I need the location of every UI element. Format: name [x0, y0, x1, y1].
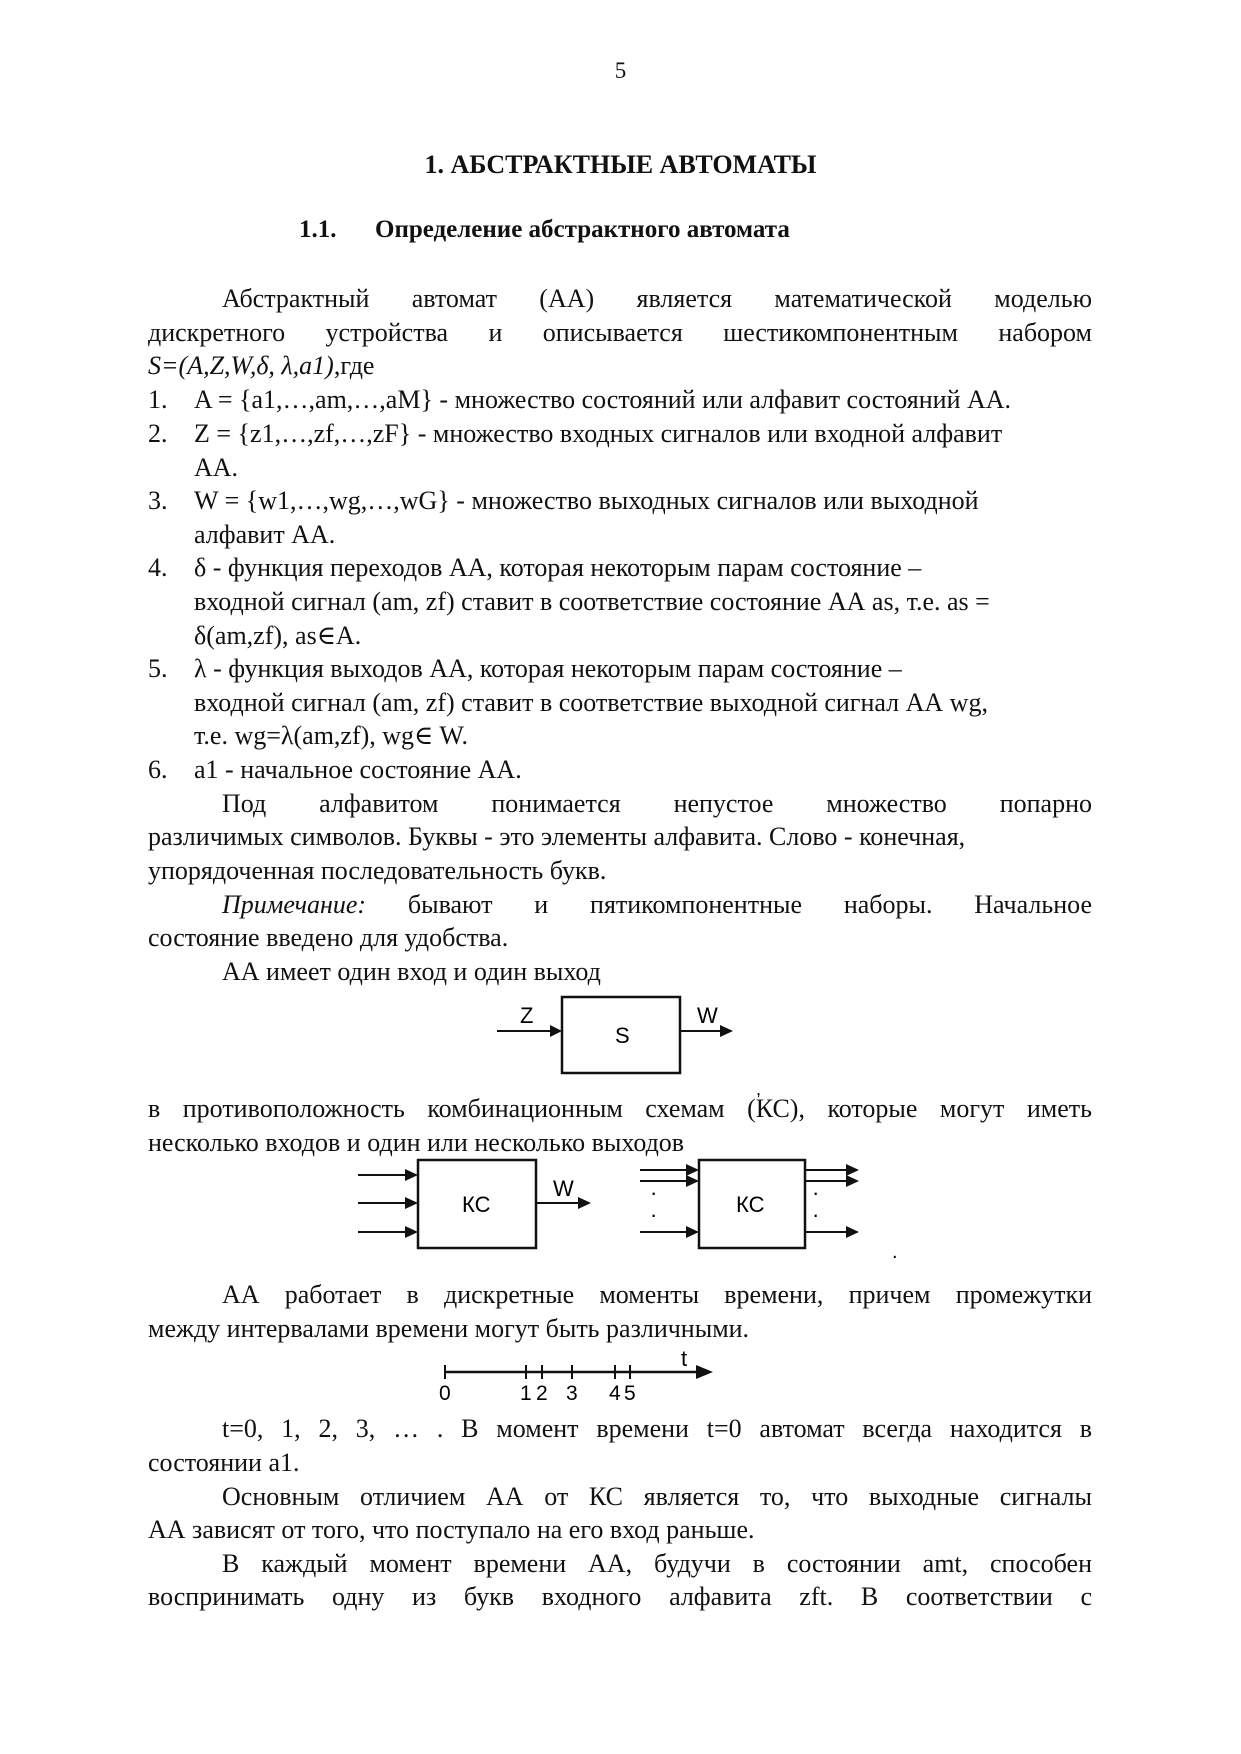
ks-input-dots-1: · [650, 1180, 658, 1205]
note-label: Примечание: [222, 890, 367, 919]
note-line-1: Примечание: бывают и пятикомпонентные наборы. Начальное [222, 890, 1092, 919]
ks-diagram-single-output [358, 1160, 591, 1248]
page-number: 5 [614, 58, 627, 83]
note-line-2: состояние введено для удобства. [148, 923, 509, 952]
ks-input-dots-2: · [650, 1202, 658, 1227]
timeline-tick-label: 2 [536, 1382, 548, 1405]
intro-line-1: Абстрактный автомат (АА) является математической моделью [222, 284, 1092, 313]
ks-trailing-period: . [892, 1241, 898, 1263]
list-item-5-cont: входной сигнал (am, zf) ставит в соответствие выходной сигнал АА wg, [194, 688, 988, 717]
timeline-tick-label: 1 [520, 1382, 532, 1405]
ks-box-2-label: КС [736, 1192, 765, 1217]
list-item-2-cont: АА. [194, 453, 239, 482]
t-line-1: t=0, 1, 2, 3, … . В момент времени t=0 автомат всегда находится в [222, 1414, 1092, 1443]
time-line-1: АА работает в дискретные моменты времени, причем промежутки [222, 1280, 1092, 1309]
last-line-2: воспринимать одну из букв входного алфавита zft. В соответствии с [148, 1582, 1092, 1611]
list-item-1: 1. A = {a1,…,am,…,aM} - множество состояний или алфавит состояний АА. [148, 385, 1012, 414]
intro-line-3-rest: ,где [333, 351, 375, 380]
list-item-5-cont2: т.е. wg=λ(am,zf), wg∈ W. [194, 721, 468, 750]
list-item-4-cont: входной сигнал (am, zf) ставит в соответствие состояние АА as, т.е. as = [194, 587, 990, 616]
timeline-tick-label: 4 [609, 1382, 621, 1405]
ks-block-diagrams [350, 1158, 930, 1268]
intro-line-2: дискретного устройства и описывается шестикомпонентным набором [148, 318, 1092, 347]
last-line-1: В каждый момент времени АА, будучи в состоянии amt, способен [222, 1549, 1092, 1578]
section-title: Определение абстрактного автомата [375, 216, 790, 243]
ks-output-dots-1: · [812, 1180, 820, 1205]
alphabet-line-2: различимых символов. Буквы - это элементы алфавита. Слово - конечная, [148, 822, 966, 851]
list-item-3-cont: алфавит АА. [194, 520, 336, 549]
one-io-line: АА имеет один вход и один выход [222, 957, 601, 986]
aa-output-label: W [697, 1003, 718, 1028]
timeline-tick-label: 5 [624, 1382, 636, 1405]
timeline-axis-label: t [681, 1350, 688, 1371]
time-line-2: между интервалами времени могут быть различными. [148, 1314, 750, 1343]
ks-box-1-label: КС [462, 1192, 491, 1217]
tuple-formula: S=(A,Z,W,δ, λ,a1) [148, 351, 334, 380]
aa-block-diagram [490, 995, 770, 1105]
ks-line-1: в противоположность комбинационным схемам (КС), которые могут иметь [148, 1094, 1092, 1123]
chapter-title: 1. АБСТРАКТНЫЕ АВТОМАТЫ [424, 150, 817, 179]
intro-line-3 [148, 349, 1092, 383]
list-item-5: 5. λ - функция выходов АА, которая некоторым парам состояние – [148, 654, 902, 683]
aa-trailing-comma: , [756, 1079, 762, 1099]
list-item-6: 6. a1 - начальное состояние АА. [148, 755, 522, 784]
diff-line-2: АА зависят от того, что поступало на его вход раньше. [148, 1515, 755, 1544]
list-item-4: 4. δ - функция переходов АА, которая некоторым парам состояние – [148, 553, 922, 582]
alphabet-line-3: упорядоченная последовательность букв. [148, 856, 607, 885]
timeline-tick-label: 0 [439, 1382, 451, 1405]
t-line-2: состоянии a1. [148, 1448, 300, 1477]
alphabet-line-1: Под алфавитом понимается непустое множество попарно [222, 789, 1092, 818]
timeline [430, 1350, 730, 1410]
ks-output-dots-2: · [812, 1202, 820, 1227]
list-item-2: 2. Z = {z1,…,zf,…,zF} - множество входных сигналов или входной алфавит [148, 419, 1003, 448]
timeline-tick-label: 3 [566, 1382, 578, 1405]
list-item-3: 3. W = {w1,…,wg,…,wG} - множество выходных сигналов или выходной [148, 486, 979, 515]
ks-output-label: W [553, 1176, 574, 1201]
section-heading [299, 216, 790, 244]
ks-line-2: несколько входов и один или несколько выходов [148, 1128, 685, 1157]
aa-box-label: S [615, 1023, 630, 1048]
aa-input-label: Z [520, 1003, 534, 1028]
section-number: 1.1. [299, 216, 337, 243]
list-item-4-cont2: δ(am,zf), as∈A. [194, 621, 362, 650]
ks-diagram-multi-output [640, 1160, 898, 1263]
diff-line-1: Основным отличием АА от КС является то, что выходные сигналы [222, 1482, 1092, 1511]
